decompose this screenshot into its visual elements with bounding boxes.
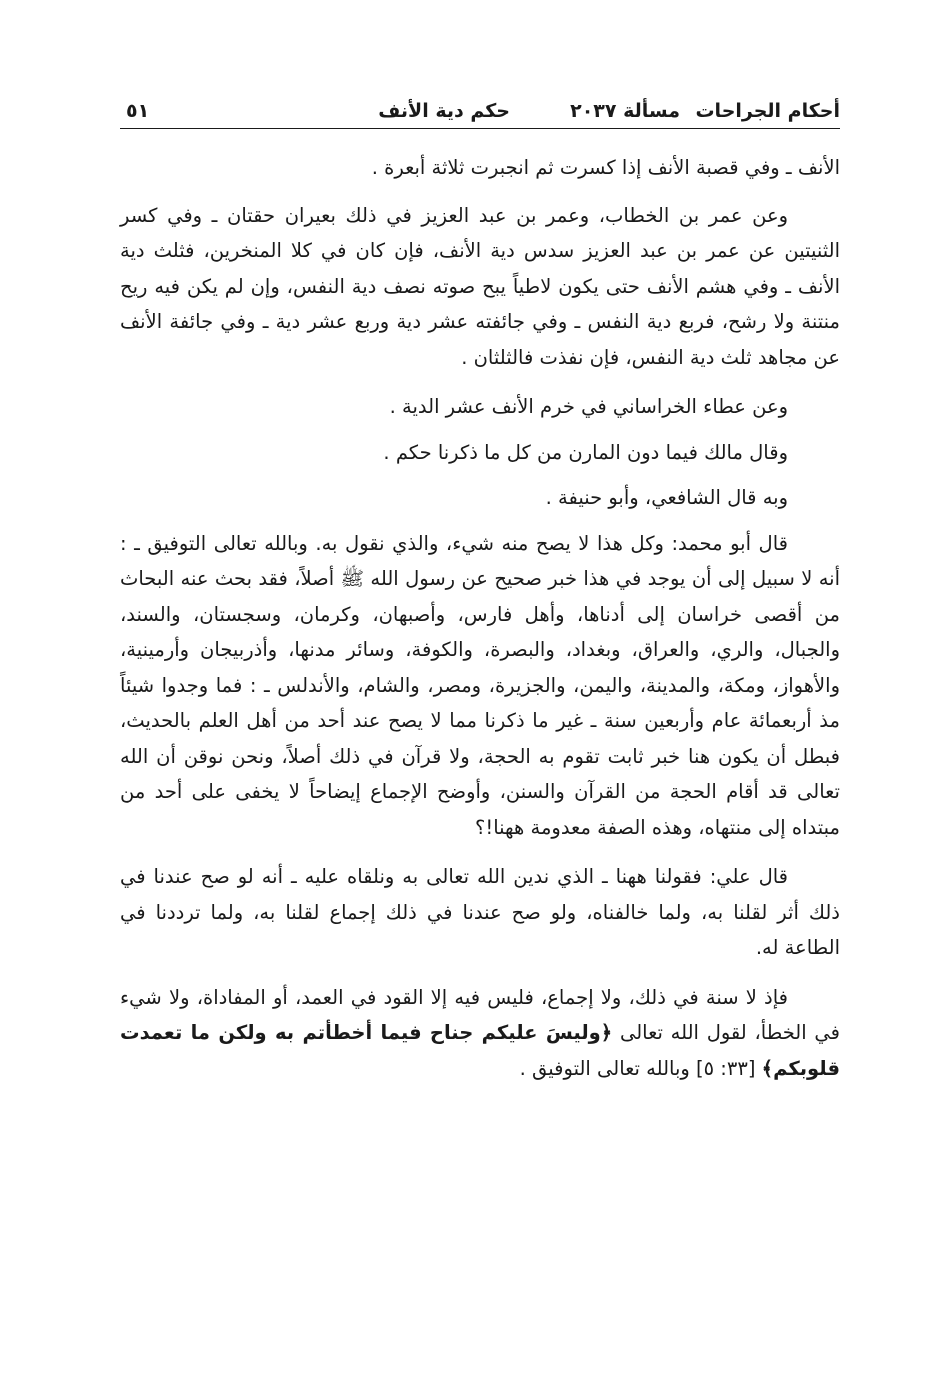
page-body [120,150,840,1100]
paragraph-shafii-view: وبه قال الشافعي، وأبو حنيفة . [545,486,788,509]
section-title: حكم دية الأنف [378,100,510,122]
page-number: ٥١ [126,100,150,122]
paragraph-abu-muhammad: قال أبو محمد: وكل هذا لا يصح منه شيء، والذي نقول به. وبالله تعالى التوفيق ـ : أنه لا سبيل إلى أن يوجد في هذا خبر صحيح عن رسول الله ﷺ أصلاً، فقد بحث عنه البحاث من أقصى خراسان إلى أدناها، وأهل فارس، وأصبهان، وكرمان، وسجستان، والسند، والجبال، والري، والعراق، وبغداد، والبصرة، والكوفة، وسائر مدنها، وأذربيجان وأرمينية، والأهواز، ومكة، والمدينة، واليمن، والجزيرة، ومصر، والشام، والأندلس ـ : فما وجدوا شيئاً مذ أربعمائة عام وأربعين سنة ـ غير ما ذكرنا مما لا يصح عند أحد من أهل العلم بالحديث، فبطل أن يكون هنا خبر ثابت تقوم به الحجة، ولا قرآن في ذلك أصلاً، ونحن نوقن أن الله تعالى قد أقام الحجة من القرآن والسنن، وأوضح الإجماع إيضاحاً لا يخفى على أحد من مبتداه إلى منتهاه، وهذه الصفة معدومة ههنا!؟ [120,531,840,839]
paragraph-malik-view: وقال مالك فيما دون المارن من كل ما ذكرنا حكم . [383,440,788,464]
paragraph-ata-narration: وعن عطاء الخراساني في خرم الأنف عشر الدية . [389,395,788,418]
running-header [120,92,840,129]
paragraph-conclusion [120,980,840,1087]
paragraph-omar-narration: وعن عمر بن الخطاب، وعمر بن عبد العزيز في ذلك بعيران حقتان ـ وفي كسر الثنيتين عن عمر بن عبد العزيز سدس دية الأنف، فإن كان في كلا المنخرين، فثلث دية الأنف ـ وفي هشم الأنف حتى يكون لاطياً يبح صوته نصف دية النفس، وإن لم يكن فيه ريح منتنة ولا رشح، فربع دية النفس ـ وفي جائفته عشر دية وربع عشر دية ـ وفي جائفة الأنف عن مجاهد ثلث دية النفس، فإن نفذت فالثلثان . [120,203,840,369]
paragraph-ali-statement: قال علي: فقولنا ههنا ـ الذي ندين الله تعالى به ونلقاه عليه ـ أنه لو صح عندنا في ذلك أثر لقلنا به، ولما خالفناه، ولو صح عندنا في ذلك إجماع لقلنا به، ولما ترددنا في الطاعة له. [120,865,840,959]
book-title: أحكام الجراحات [695,100,840,122]
issue-number: مسألة ٢٠٣٧ [570,100,680,122]
verse-reference: [٣٣: ٥] وبالله تعالى التوفيق . [519,1056,762,1080]
quran-verse: ﴿وليسَ عليكم جناح فيما أخطأتم به ولكن ما تعمدت قلوبكم﴾ [120,1021,840,1080]
paragraph-continuation: الأنف ـ وفي قصبة الأنف إذا كسرت ثم انجبرت ثلاثة أبعرة . [371,156,840,179]
conclusion-text: فإذ لا سنة في ذلك، ولا إجماع، فليس فيه إلا القود في العمد، أو المفاداة، ولا شيء في الخطأ، لقول الله تعالى [120,985,840,1044]
